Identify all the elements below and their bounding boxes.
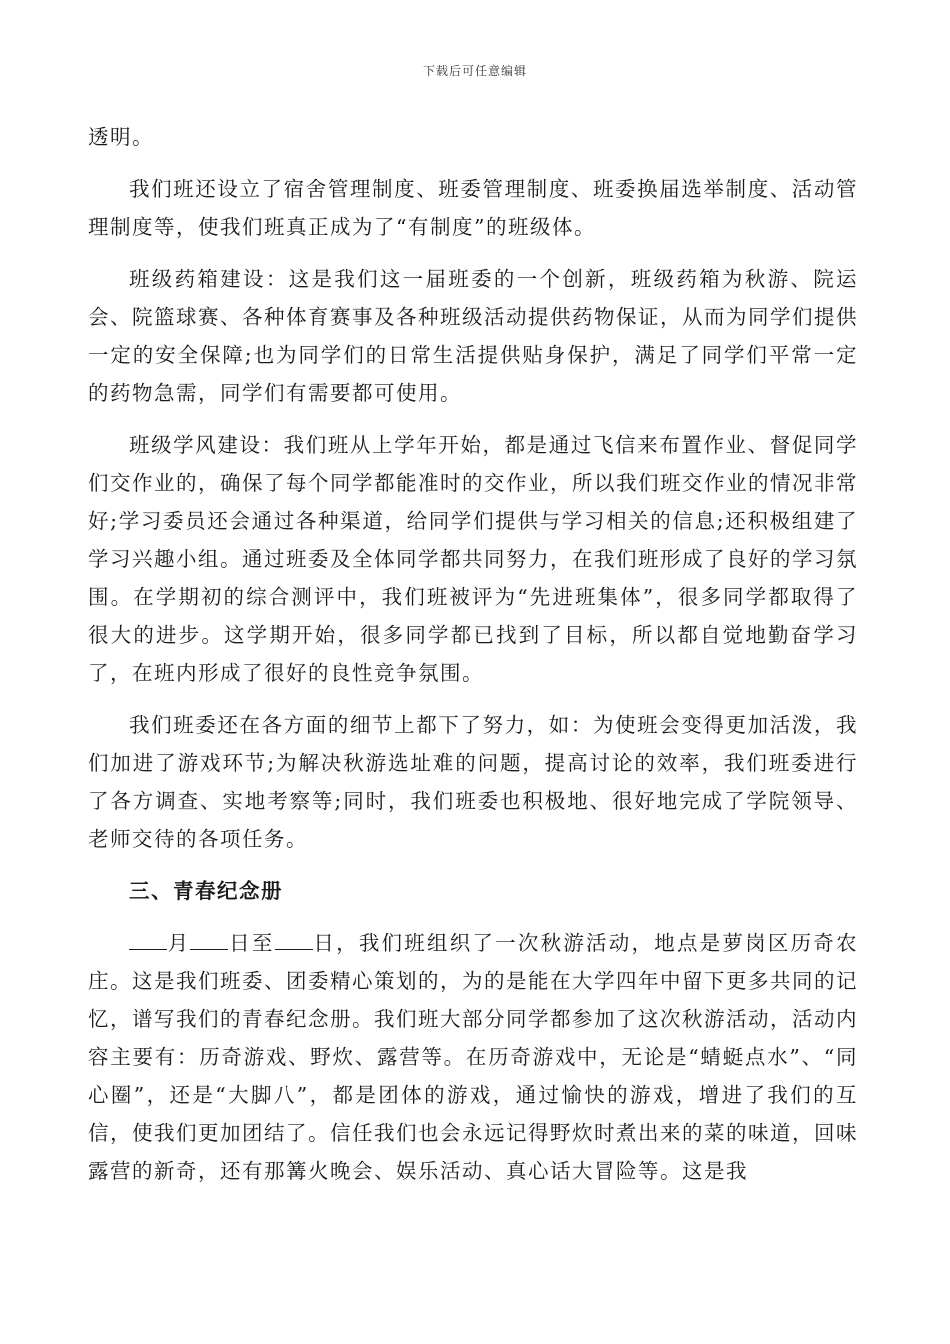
page-header: 下载后可任意编辑 bbox=[422, 64, 527, 78]
paragraph-autumn-trip bbox=[88, 924, 858, 1190]
paragraph-details: 我们班委还在各方面的细节上都下了努力，如：为使班会变得更加活泼，我们加进了游戏环节;为解决秋游选址难的问题，提高讨论的效率，我们班委进行了各方调查、实地考察等;同时，我们班委也积极地、很好地完成了学院领导、老师交待的各项任务。 bbox=[88, 713, 858, 851]
blank-month bbox=[129, 929, 167, 950]
paragraph-management-systems: 我们班还设立了宿舍管理制度、班委管理制度、班委换届选举制度、活动管理制度等，使我们班真正成为了“有制度”的班级体。 bbox=[88, 177, 858, 239]
paragraph-study-style: 班级学风建设：我们班从上学年开始，都是通过飞信来布置作业、督促同学们交作业的，确保了每个同学都能准时的交作业，所以我们班交作业的情况非常好;学习委员还会通过各种渠道，给同学们提供与学习相关的信息;还积极组建了学习兴趣小组。通过班委及全体同学都共同努力，在我们班形成了良好的学习氛围。在学期初的综合测评中，我们班被评为“先进班集体”，很多同学都取得了很大的进步。这学期开始，很多同学都已找到了目标，所以都自觉地勤奋学习了，在班内形成了很好的良性竞争氛围。 bbox=[88, 433, 858, 685]
paragraph-continuation: 透明。 bbox=[88, 125, 154, 149]
blank-day-end bbox=[275, 929, 313, 950]
text-month: 月 bbox=[167, 931, 191, 955]
text-day-start: 日至 bbox=[228, 931, 275, 955]
text-trip-body: 日，我们班组织了一次秋游活动，地点是萝岗区历奇农庄。这是我们班委、团委精心策划的，为的是能在大学四年中留下更多共同的记忆，谱写我们的青春纪念册。我们班大部分同学都参加了这次秋游活动，活动内容主要有：历奇游戏、野炊、露营等。在历奇游戏中，无论是“蜻蜓点水”、“同心圈”，还是“大脚八”，都是团体的游戏，通过愉快的游戏，增进了我们的互信，使我们更加团结了。信任我们也会永远记得野炊时煮出来的菜的味道，回味露营的新奇，还有那篝火晚会、娱乐活动、真心话大冒险等。这是我 bbox=[88, 931, 859, 1183]
blank-day-start bbox=[190, 929, 228, 950]
section-heading-youth-album: 三、青春纪念册 bbox=[129, 879, 283, 903]
document-body bbox=[88, 118, 858, 1190]
paragraph-medicine-kit: 班级药箱建设：这是我们这一届班委的一个创新，班级药箱为秋游、院运会、院篮球赛、各种体育赛事及各种班级活动提供药物保证，从而为同学们提供一定的安全保障;也为同学们的日常生活提供贴身保护，满足了同学们平常一定的药物急需，同学们有需要都可使用。 bbox=[88, 267, 858, 405]
